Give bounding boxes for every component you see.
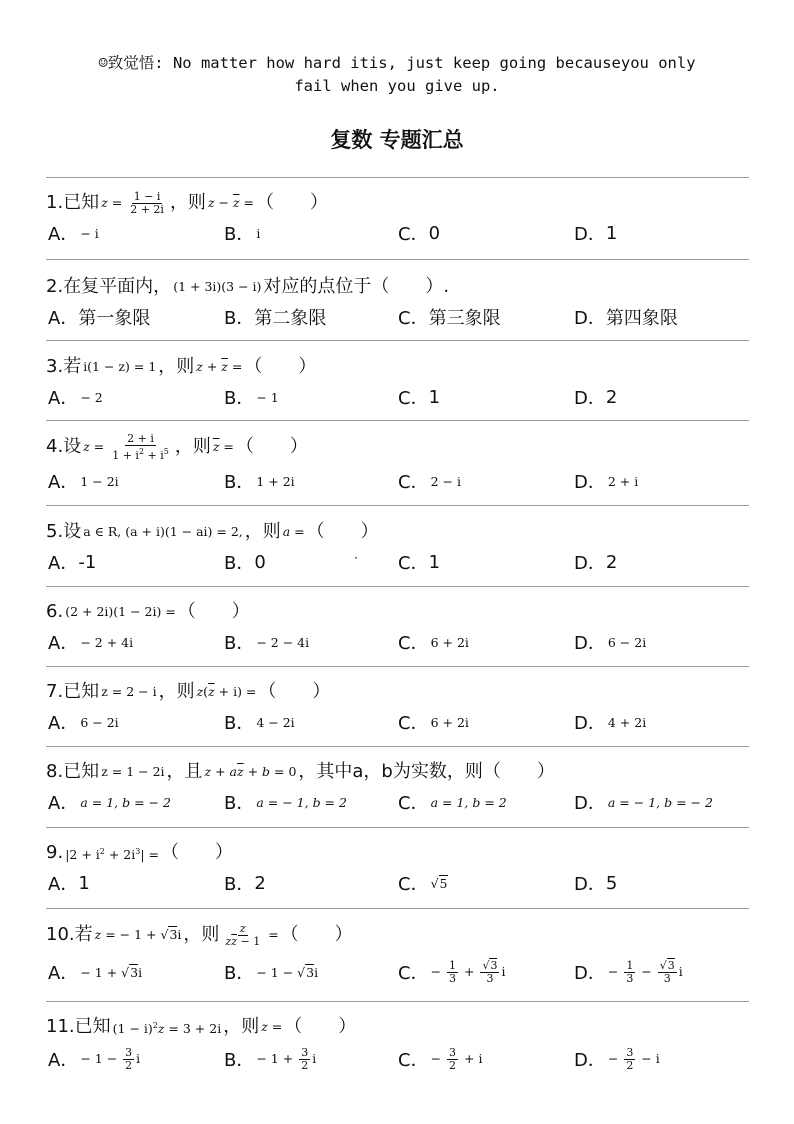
- options-row: [46, 466, 749, 496]
- question-stem: [46, 677, 749, 707]
- option-a[interactable]: A． 6 − 2i: [48, 713, 119, 734]
- option-c[interactable]: C． 1: [398, 386, 441, 409]
- stem-math: z = $\frac{1 - i}{2 + 2i}$: [101, 189, 164, 216]
- stem-text: 已知: [63, 681, 100, 702]
- stem-math: a =: [282, 524, 305, 539]
- stem-math: a ∈ R, (a + i)(1 − ai) = 2,: [83, 524, 243, 539]
- option-b[interactable]: B． 1 + 2i: [224, 472, 295, 493]
- divider: [46, 340, 749, 341]
- stem-text: ，则: [158, 681, 195, 702]
- stem-text: 已知: [63, 192, 100, 213]
- option-c[interactable]: C． 0: [398, 222, 441, 245]
- option-d[interactable]: D． 第四象限: [574, 308, 678, 329]
- question-stem: [46, 1012, 749, 1042]
- question-stem: [46, 597, 749, 627]
- stem-math: i(1 − z) = 1: [83, 359, 157, 374]
- stem-text: 对应的点位于（ ）.: [263, 276, 450, 297]
- option-b[interactable]: B． − 1 − √3i: [224, 963, 319, 984]
- option-a[interactable]: A． -1: [48, 551, 97, 574]
- stem-math: $z(\overline{z} + i)$ =: [196, 684, 257, 699]
- option-b[interactable]: B． − 1 + $\frac{3}{2}$ i: [224, 1045, 317, 1072]
- option-c[interactable]: C． 6 + 2i: [398, 633, 469, 654]
- stem-math: (1 + 3i)(3 − i): [173, 279, 262, 294]
- options-row: [46, 302, 749, 332]
- stem-math: $z - \overline{z}$ =: [207, 195, 254, 210]
- divider: [46, 505, 749, 506]
- question-number: 9.: [46, 842, 64, 863]
- divider: [46, 259, 749, 260]
- stem-math: $(1 - i)^2z = 3 + 2i$: [112, 1020, 222, 1036]
- stem-math: $z + a\overline{z} + b = 0$: [204, 764, 297, 779]
- answer-blank: （ ）: [235, 436, 308, 457]
- stem-text: ，则: [223, 1016, 260, 1037]
- answer-blank: （ ）: [256, 192, 328, 213]
- options-row: [46, 787, 749, 817]
- answer-blank: （ ）: [284, 1016, 357, 1037]
- option-a[interactable]: A． − i: [48, 224, 99, 245]
- options-row: [46, 1042, 749, 1076]
- question-stem: [46, 838, 749, 868]
- question-stem: [46, 920, 749, 950]
- option-d[interactable]: D． 1: [574, 222, 618, 245]
- answer-blank: （ ）: [161, 842, 234, 863]
- stem-math: z = − 1 + √3i: [94, 927, 182, 942]
- answer-blank: （ ）: [306, 521, 379, 542]
- divider: [46, 908, 749, 909]
- page-title: 复数 专题汇总: [330, 128, 464, 152]
- question-number: 7.: [46, 681, 64, 702]
- options-row: [46, 218, 749, 248]
- option-a[interactable]: A． 1: [48, 872, 90, 895]
- question-number: 10.: [46, 924, 75, 945]
- option-a[interactable]: A． 1 − 2i: [48, 472, 119, 493]
- option-d[interactable]: D． − $\frac{3}{2}$ − i: [574, 1045, 660, 1072]
- question-number: 11.: [46, 1016, 75, 1037]
- options-row: [46, 627, 749, 657]
- option-a[interactable]: A． − 2: [48, 388, 103, 409]
- option-d[interactable]: D． a = − 1, b = − 2: [574, 793, 713, 814]
- question-stem: [46, 757, 749, 787]
- option-d[interactable]: D． 5: [574, 872, 618, 895]
- divider: [46, 746, 749, 747]
- question-8: [46, 757, 749, 817]
- divider: [46, 666, 749, 667]
- options-row: [46, 954, 749, 990]
- option-d[interactable]: D． 6 − 2i: [574, 633, 647, 654]
- divider: [46, 1001, 749, 1002]
- stem-math: z = 1 − 2i: [101, 764, 165, 779]
- question-number: 4.: [46, 436, 64, 457]
- option-d[interactable]: D． 2: [574, 551, 618, 574]
- option-c[interactable]: C． − $\frac{3}{2}$ + i: [398, 1045, 483, 1072]
- answer-blank: （ ）: [177, 601, 250, 622]
- stem-text: 若: [63, 356, 82, 377]
- option-c[interactable]: C． 第三象限: [398, 308, 501, 329]
- question-stem: [46, 188, 749, 218]
- stem-text: 若: [74, 924, 93, 945]
- option-d[interactable]: D． 2: [574, 386, 618, 409]
- option-b[interactable]: B． a = − 1, b = 2: [224, 793, 347, 814]
- motto-line-1: ☺致觉悟: No matter how hard itis, just keep going becauseyou only: [98, 54, 696, 72]
- stem-text: ，则: [169, 192, 206, 213]
- option-c[interactable]: C． a = 1, b = 2: [398, 793, 507, 814]
- stem-text: 设: [63, 436, 82, 457]
- stray-dot: ·: [354, 551, 358, 565]
- stem-text: 已知: [74, 1016, 111, 1037]
- stem-math: z = $\frac{2 + i}{1 + i^2 + i^5}$: [83, 431, 169, 462]
- question-stem: [46, 432, 749, 462]
- question-10: [46, 920, 749, 990]
- question-number: 1.: [46, 192, 64, 213]
- question-stem: [46, 352, 749, 382]
- option-a[interactable]: A． − 1 + √3i: [48, 963, 143, 984]
- stem-math: z =: [261, 1019, 283, 1034]
- answer-blank: （ ）: [244, 356, 317, 377]
- stem-math: z = 2 − i: [101, 684, 157, 699]
- option-c[interactable]: C． 2 − i: [398, 472, 461, 493]
- option-c[interactable]: C． √5: [398, 874, 448, 895]
- options-row: [46, 707, 749, 737]
- answer-blank: （ ）: [258, 681, 331, 702]
- options-row: [46, 382, 749, 412]
- question-7: [46, 677, 749, 737]
- motto: [40, 52, 754, 98]
- answer-blank: （ ）: [280, 924, 353, 945]
- stem-math: (2 + 2i)(1 − 2i) =: [65, 604, 176, 619]
- question-number: 3.: [46, 356, 64, 377]
- question-4: [46, 432, 749, 496]
- question-6: [46, 597, 749, 657]
- option-d[interactable]: D． − $\frac{1}{3}$ − $\frac{√3}{3}$ i: [574, 958, 683, 985]
- option-b[interactable]: B． 2: [224, 872, 266, 895]
- question-3: [46, 352, 749, 412]
- divider: [46, 420, 749, 421]
- option-a[interactable]: A． − 1 − $\frac{3}{2}$ i: [48, 1045, 141, 1072]
- stem-text: ，其中a，b为实数，则（ ）: [298, 761, 555, 782]
- stem-math: $\overline{z}$ =: [212, 439, 234, 454]
- stem-text: ，且: [166, 761, 203, 782]
- question-stem: [46, 517, 749, 547]
- option-a[interactable]: A． 第一象限: [48, 308, 151, 329]
- option-b[interactable]: B． i: [224, 224, 261, 245]
- stem-text: 设: [63, 521, 82, 542]
- question-number: 8.: [46, 761, 64, 782]
- divider: [46, 586, 749, 587]
- stem-text: 已知: [63, 761, 100, 782]
- stem-math: $|2 + i^2 + 2i^3|$ =: [65, 846, 160, 862]
- option-b[interactable]: B． 0: [224, 551, 266, 574]
- option-d[interactable]: D． 4 + 2i: [574, 713, 647, 734]
- option-d[interactable]: D． 2 + i: [574, 472, 639, 493]
- question-1: [46, 188, 749, 248]
- question-5: [46, 517, 749, 577]
- stem-math: $\frac{z}{z\overline{z} - 1}$ =: [225, 921, 279, 948]
- option-a[interactable]: A． a = 1, b = − 2: [48, 793, 171, 814]
- question-2: [46, 272, 749, 332]
- question-stem: [46, 272, 749, 302]
- question-9: [46, 838, 749, 898]
- stem-text: ，则: [183, 924, 220, 945]
- option-c[interactable]: C． 6 + 2i: [398, 713, 469, 734]
- divider: [46, 177, 749, 178]
- option-b[interactable]: B． − 2 − 4i: [224, 633, 310, 654]
- stem-text: ，则: [244, 521, 281, 542]
- option-b[interactable]: B． 第二象限: [224, 308, 327, 329]
- motto-line-2: fail when you give up.: [294, 77, 500, 95]
- options-row: [46, 547, 749, 577]
- options-row: [46, 868, 749, 898]
- question-number: 5.: [46, 521, 64, 542]
- question-number: 6.: [46, 601, 64, 622]
- option-a[interactable]: A． − 2 + 4i: [48, 633, 134, 654]
- stem-text: ，则: [174, 436, 211, 457]
- stem-text: 在复平面内，: [63, 276, 172, 297]
- question-11: [46, 1012, 749, 1076]
- stem-math: $z + \overline{z}$ =: [196, 359, 243, 374]
- option-c[interactable]: C． − $\frac{1}{3}$ + $\frac{√3}{3}$ i: [398, 958, 506, 985]
- stem-text: ，则: [158, 356, 195, 377]
- divider: [46, 827, 749, 828]
- option-b[interactable]: B． − 1: [224, 388, 279, 409]
- question-number: 2.: [46, 276, 64, 297]
- option-c[interactable]: C． 1: [398, 551, 441, 574]
- option-b[interactable]: B． 4 − 2i: [224, 713, 295, 734]
